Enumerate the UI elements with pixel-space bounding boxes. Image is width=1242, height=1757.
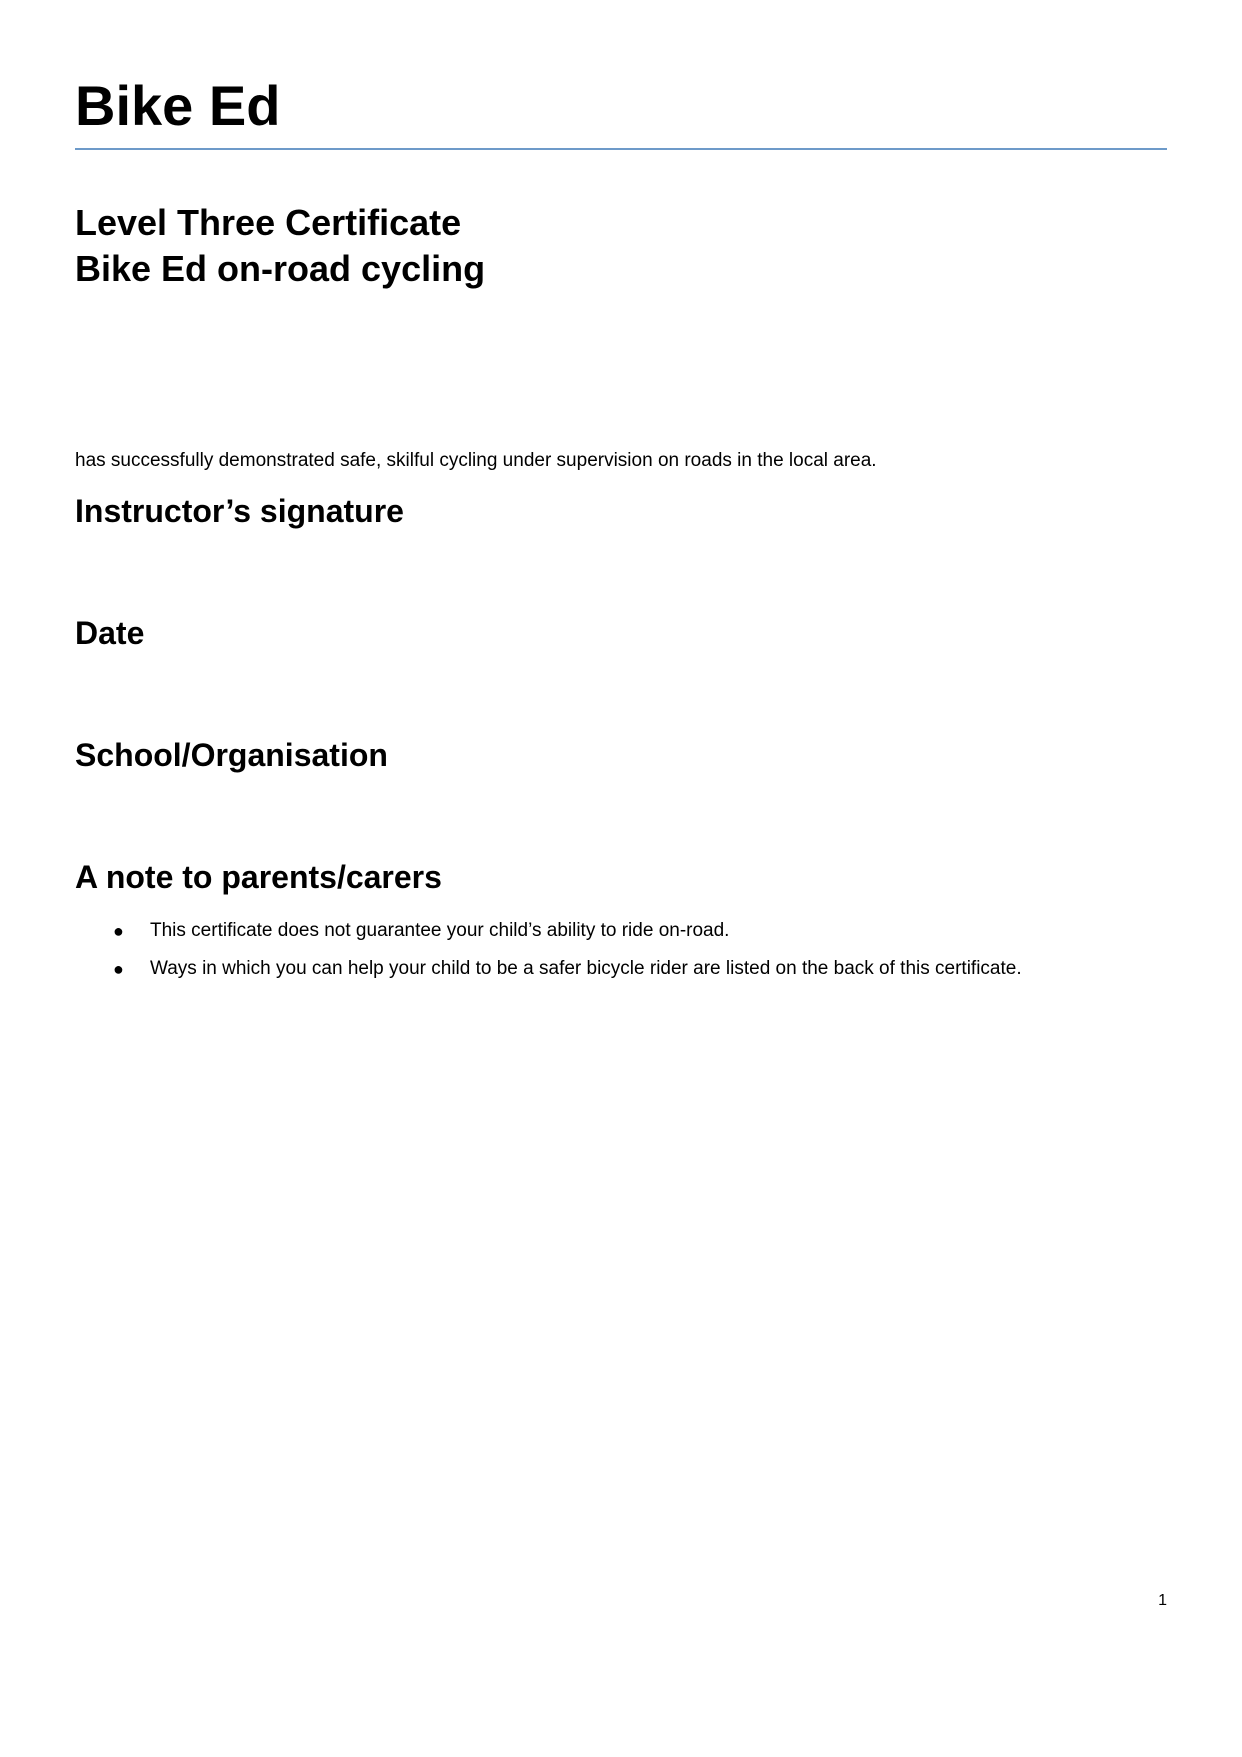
- list-item: [75, 918, 1022, 944]
- document-title: Bike Ed: [75, 74, 281, 137]
- date-label: Date: [75, 615, 145, 651]
- note-list: [75, 918, 1022, 994]
- page-number: 1: [1158, 1592, 1167, 1609]
- note-heading: A note to parents/carers: [75, 859, 442, 895]
- bullet-icon: ●: [113, 959, 124, 979]
- school-organisation-label: School/Organisation: [75, 737, 388, 773]
- bullet-icon: ●: [113, 921, 124, 941]
- list-item-text: Ways in which you can help your child to be a safer bicycle rider are listed on the back of this certificate.: [150, 958, 1022, 979]
- certificate-level: Level Three Certificate: [75, 202, 462, 243]
- certificate-subtitle: [75, 200, 485, 292]
- certificate-statement: has successfully demonstrated safe, skilful cycling under supervision on roads in the local area.: [75, 450, 877, 471]
- list-item: [75, 956, 1022, 982]
- certificate-course: Bike Ed on-road cycling: [75, 248, 486, 289]
- instructor-signature-label: Instructor’s signature: [75, 493, 404, 529]
- list-item-text: This certificate does not guarantee your child’s ability to ride on-road.: [150, 920, 730, 941]
- title-underline-rule: [75, 148, 1167, 150]
